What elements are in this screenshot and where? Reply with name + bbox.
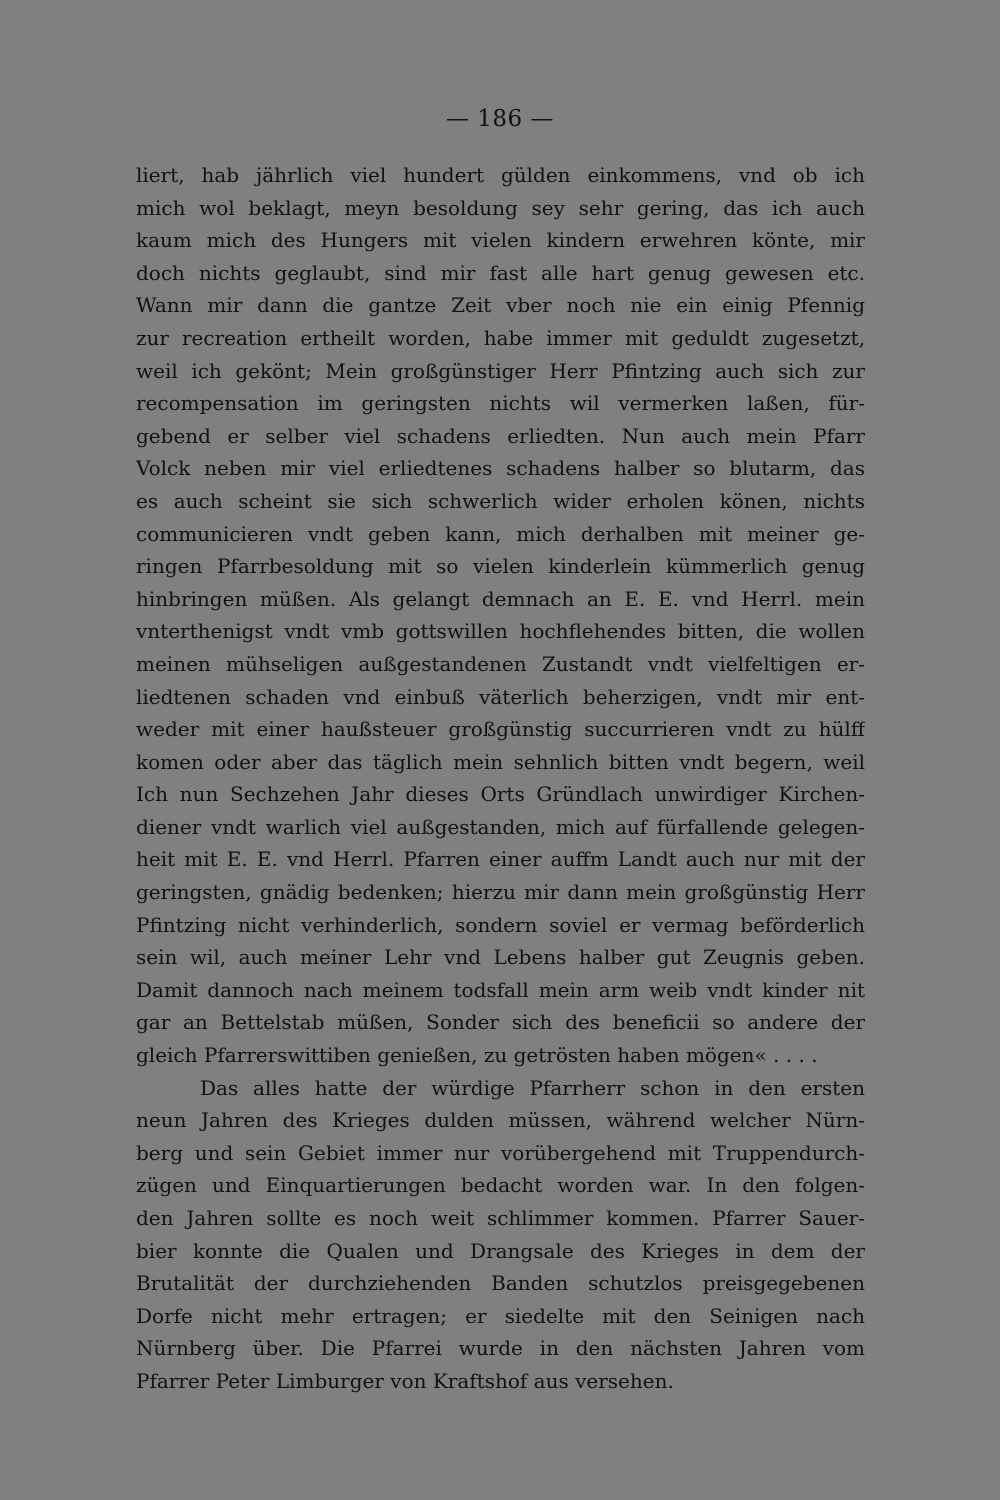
text-line: mich wol beklagt, meyn besoldung sey sehr gering, das ich auch bbox=[136, 195, 865, 220]
text-line: sein wil, auch meiner Lehr vnd Lebens halber gut Zeugnis geben. bbox=[136, 945, 865, 970]
text-line: diener vndt warlich viel außgestanden, mich auf fürfallende gelegen- bbox=[136, 814, 865, 839]
text-line: weder mit einer haußsteuer großgünstig succurrieren vndt zu hülff bbox=[136, 717, 865, 742]
text-line: weil ich gekönt; Mein großgünstiger Herr Pfintzing auch sich zur bbox=[136, 358, 865, 383]
text-line: ringen Pfarrbesoldung mit so vielen kinderlein kümmerlich genug bbox=[136, 554, 865, 579]
text-line: communicieren vndt geben kann, mich derhalben mit meiner ge- bbox=[136, 521, 865, 546]
text-line: Brutalität der durchziehenden Banden schutzlos preisgegebenen bbox=[136, 1271, 865, 1296]
text-line: gebend er selber viel schadens erliedten. Nun auch mein Pfarr bbox=[136, 423, 865, 448]
text-line: doch nichts geglaubt, sind mir fast alle hart genug gewesen etc. bbox=[136, 260, 865, 285]
text-line: heit mit E. E. vnd Herrl. Pfarren einer auffm Landt auch nur mit der bbox=[136, 847, 865, 872]
text-line: Pfintzing nicht verhinderlich, sondern soviel er vermag beförderlich bbox=[136, 912, 865, 937]
text-line: komen oder aber das täglich mein sehnlich bitten vndt begern, weil bbox=[136, 749, 865, 774]
text-line: Damit dannoch nach meinem todsfall mein arm weib vndt kinder nit bbox=[136, 977, 865, 1002]
text-line: gleich Pfarrerswittiben genießen, zu getrösten haben mögen« . . . . bbox=[136, 1043, 818, 1068]
body-text bbox=[136, 159, 865, 1398]
text-line: berg und sein Gebiet immer nur vorübergehend mit Truppendurch- bbox=[136, 1140, 865, 1165]
text-line: Pfarrer Peter Limburger von Kraftshof aus versehen. bbox=[136, 1368, 674, 1393]
text-line: Dorfe nicht mehr ertragen; er siedelte mit den Seinigen nach bbox=[136, 1303, 865, 1328]
text-line: meinen mühseligen außgestandenen Zustandt vndt vielfeltigen er- bbox=[136, 651, 865, 676]
page-number: — 186 — bbox=[445, 106, 555, 132]
text-line: Wann mir dann die gantze Zeit vber noch nie ein einig Pfennig bbox=[136, 293, 865, 318]
text-line: liedtenen schaden vnd einbuß väterlich beherzigen, vndt mir ent- bbox=[136, 684, 865, 709]
text-line: gar an Bettelstab müßen, Sonder sich des beneficii so andere der bbox=[136, 1010, 865, 1035]
text-line: Ich nun Sechzehen Jahr dieses Orts Gründlach unwirdiger Kirchen- bbox=[136, 782, 865, 807]
text-line: liert, hab jährlich viel hundert gülden einkommens, vnd ob ich bbox=[136, 163, 865, 187]
text-line: kaum mich des Hungers mit vielen kindern erwehren könte, mir bbox=[136, 228, 865, 253]
text-line: hinbringen müßen. Als gelangt demnach an E. E. vnd Herrl. mein bbox=[136, 586, 865, 611]
text-line: bier konnte die Qualen und Drangsale des Krieges in dem der bbox=[136, 1238, 865, 1263]
text-line: recompensation im geringsten nichts wil vermerken laßen, für- bbox=[136, 391, 865, 416]
text-line: den Jahren sollte es noch weit schlimmer kommen. Pfarrer Sauer- bbox=[136, 1206, 865, 1230]
text-line: geringsten, gnädig bedenken; hierzu mir dann mein großgünstig Herr bbox=[136, 880, 865, 905]
text-line: zügen und Einquartierungen bedacht worden war. In den folgen- bbox=[136, 1173, 865, 1198]
text-line: es auch scheint sie sich schwerlich wider erholen könen, nichts bbox=[136, 488, 865, 513]
text-line: vnterthenigst vndt vmb gottswillen hochflehendes bitten, die wollen bbox=[136, 619, 865, 644]
text-line: neun Jahren des Krieges dulden müssen, während welcher Nürn- bbox=[136, 1108, 865, 1133]
text-line: Volck neben mir viel erliedtenes schadens halber so blutarm, das bbox=[136, 456, 865, 481]
text-line: Nürnberg über. Die Pfarrei wurde in den nächsten Jahren vom bbox=[136, 1336, 865, 1361]
text-line: zur recreation ertheilt worden, habe immer mit geduldt zugesetzt, bbox=[136, 325, 865, 350]
paragraph-start-line: Das alles hatte der würdige Pfarrherr schon in den ersten bbox=[200, 1075, 865, 1100]
